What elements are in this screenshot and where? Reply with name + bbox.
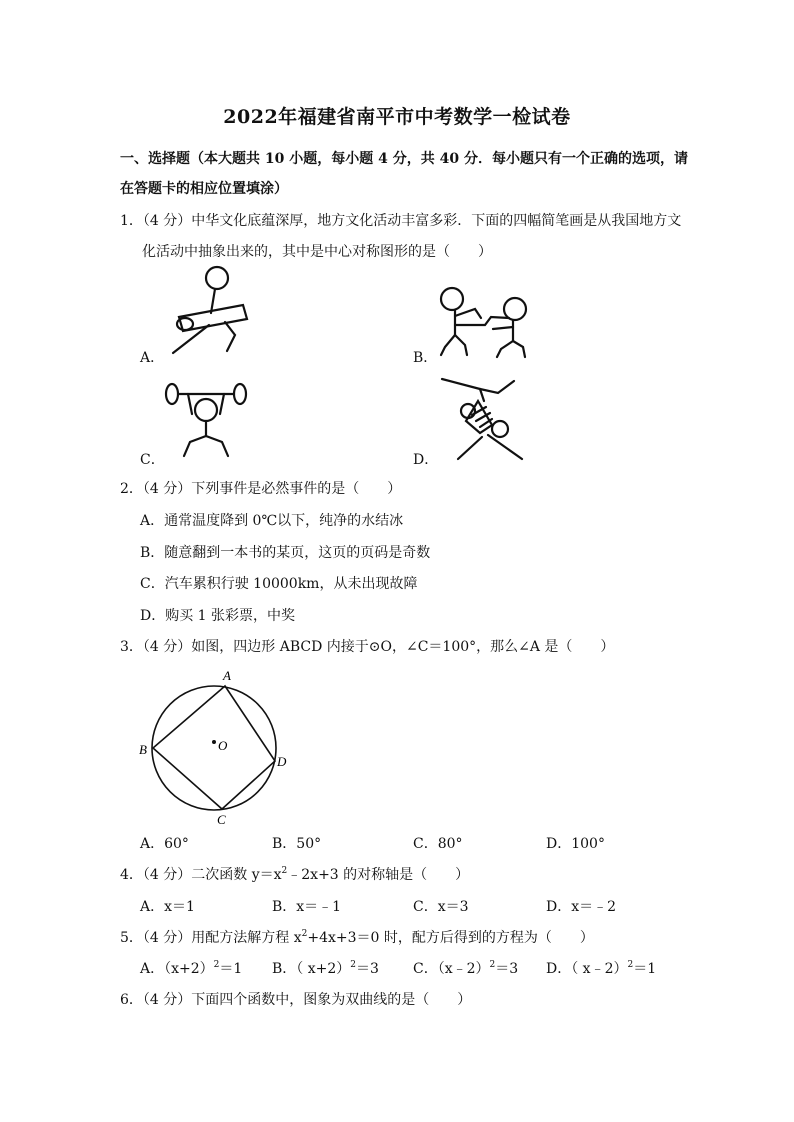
q4-stem-sup: 2	[281, 866, 288, 876]
q5-option-d-sup: 2	[627, 960, 634, 970]
q2-option-b: B．随意翻到一本书的某页，这页的页码是奇数	[140, 545, 431, 561]
q2-stem: 2．（4 分）下列事件是必然事件的是（ ）	[120, 481, 402, 497]
q6-stem: 6．（4 分）下面四个函数中，图象为双曲线的是（ ）	[120, 992, 472, 1008]
q1-figure-d	[440, 375, 540, 465]
q1-stem-line2: 化活动中抽象出来的，其中是中心对称图形的是（ ）	[142, 244, 492, 260]
q5-option-d	[546, 958, 656, 978]
q5-option-a-rest: ＝1	[219, 961, 243, 977]
q3-option-a: A．60°	[140, 836, 189, 852]
section-heading-line1: 一、选择题（本大题共 10 小题，每小题 4 分，共 40 分．每小题只有一个正确的选项，请	[120, 151, 688, 167]
q5-option-c-rest: ＝3	[495, 961, 519, 977]
q4-option-c: C．x＝3	[413, 899, 469, 915]
q5-option-b-base: B．（ x+2）	[272, 961, 351, 977]
q5-option-b-sup: 2	[350, 960, 357, 970]
q4-option-a: A．x＝1	[140, 899, 195, 915]
q5-option-b	[272, 958, 379, 978]
q3-label-d: D	[277, 754, 287, 769]
q1-figure-a	[165, 265, 265, 360]
q5-option-c	[413, 958, 518, 978]
q5-option-c-sup: 2	[489, 960, 496, 970]
q4-option-d: D．x＝﹣2	[546, 899, 617, 915]
q1-option-c-label: C．	[140, 452, 165, 468]
q4-option-b: B．x＝﹣1	[272, 899, 342, 915]
q2-option-d: D．购买 1 张彩票，中奖	[140, 608, 296, 624]
q5-stem-a: 5．（4 分）用配方法解方程 x	[120, 930, 302, 946]
q5-stem-sup: 2	[301, 929, 308, 939]
section-heading-line2: 在答题卡的相应位置填涂）	[120, 181, 288, 197]
q4-stem-b: ﹣2x+3 的对称轴是（ ）	[287, 867, 470, 883]
q5-option-b-rest: ＝3	[356, 961, 379, 977]
q1-figure-b	[435, 283, 535, 363]
q4-stem	[120, 864, 469, 884]
q1-option-b-label: B．	[413, 350, 438, 366]
q1-option-a-label: A．	[140, 350, 165, 366]
q5-option-a-sup: 2	[213, 960, 220, 970]
q3-label-c: C	[217, 812, 226, 827]
q3-circle-figure	[135, 662, 295, 827]
q1-option-d-label: D．	[413, 452, 439, 468]
q5-option-d-base: D．（ x﹣2）	[546, 961, 628, 977]
q3-stem: 3．（4 分）如图，四边形 ABCD 内接于⊙O，∠C＝100°，那么∠A 是（ ）	[120, 639, 615, 655]
q2-option-a: A．通常温度降到 0℃以下，纯净的水结冰	[140, 513, 404, 529]
q1-figure-c	[158, 378, 258, 463]
q5-option-d-rest: ＝1	[633, 961, 657, 977]
q1-stem-line1: 1．（4 分）中华文化底蕴深厚，地方文化活动丰富多彩．下面的四幅简笔画是从我国地方文	[120, 213, 682, 229]
q3-label-o: O	[218, 738, 228, 753]
q3-label-a: A	[223, 668, 231, 683]
q4-stem-a: 4．（4 分）二次函数 y＝x	[120, 867, 282, 883]
q3-option-d: D．100°	[546, 836, 605, 852]
q3-option-c: C．80°	[413, 836, 463, 852]
page-title: 2022年福建省南平市中考数学一检试卷	[223, 106, 571, 128]
q3-option-b: B．50°	[272, 836, 322, 852]
q3-label-b: B	[139, 742, 147, 757]
q5-option-c-base: C．（x﹣2）	[413, 961, 490, 977]
q5-stem	[120, 927, 594, 947]
q5-option-a	[140, 958, 242, 978]
q5-option-a-base: A．（x+2）	[140, 961, 214, 977]
q2-option-c: C．汽车累积行驶 10000km，从未出现故障	[140, 576, 418, 592]
q5-stem-b: +4x+3＝0 时，配方后得到的方程为（ ）	[307, 930, 594, 946]
